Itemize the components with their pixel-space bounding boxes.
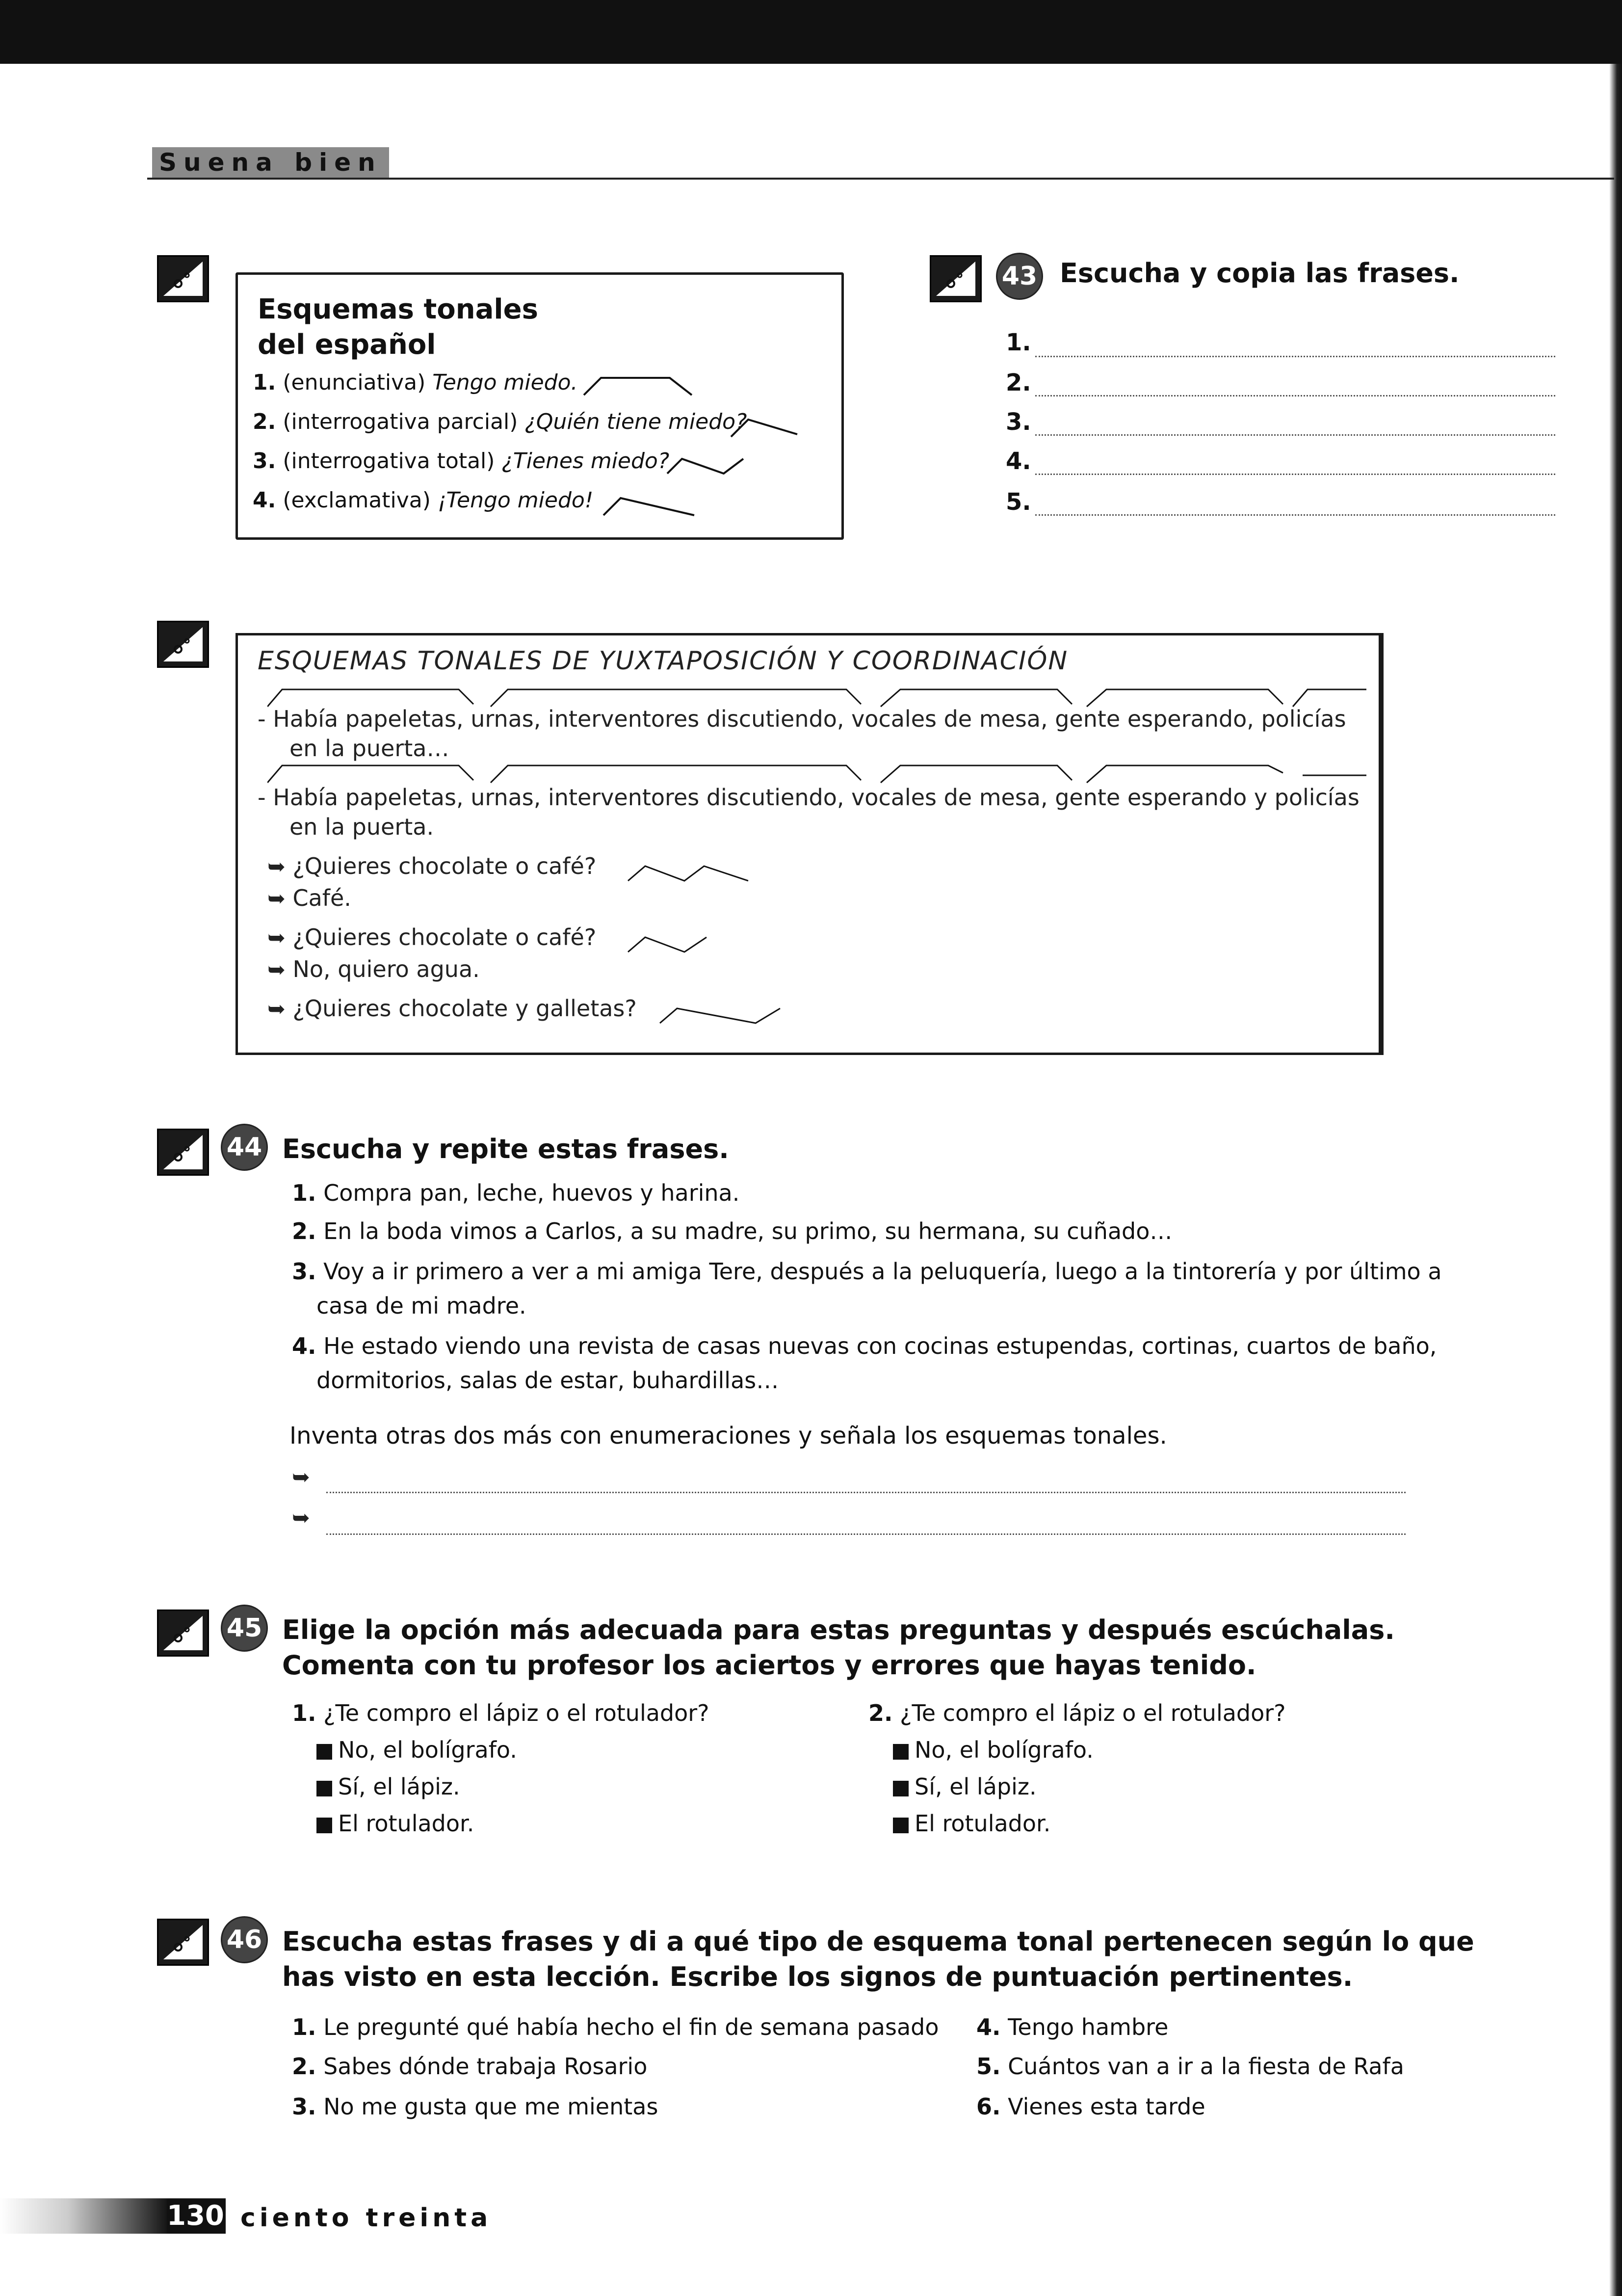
- answer-line-number: 4.: [1006, 448, 1031, 475]
- dialog-line: [267, 851, 596, 882]
- page-number-words: ciento treinta: [240, 2203, 492, 2233]
- option-row[interactable]: [893, 1771, 1037, 1802]
- answer-line-number: 3.: [1006, 408, 1031, 436]
- cd-audio-icon[interactable]: [157, 1610, 209, 1657]
- speaker-arrow-icon: ➥: [267, 957, 286, 982]
- cd-audio-icon[interactable]: [157, 255, 209, 302]
- item-number: 4.: [292, 1333, 316, 1359]
- answer-line-number: 1.: [1006, 329, 1031, 356]
- item-number: 1.: [292, 1180, 316, 1206]
- list-item: [976, 2012, 1168, 2042]
- item-text: Sabes dónde trabaja Rosario: [323, 2053, 648, 2080]
- question-number: 2.: [868, 1700, 893, 1726]
- example-sentence-cont: en la puerta.: [289, 814, 434, 840]
- item-number: 1.: [292, 2014, 316, 2040]
- tone-contour: [626, 932, 714, 957]
- exercise-title-line1: Elige la opción más adecuada para estas preguntas y después escúchalas.: [282, 1614, 1395, 1645]
- list-item: [976, 2051, 1404, 2082]
- page-edge-shadow: [1609, 64, 1622, 2296]
- question: [868, 1698, 1286, 1728]
- item-number: 5.: [976, 2053, 1001, 2080]
- exercise-title-line2: Comenta con tu profesor los aciertos y errores que hayas tenido.: [282, 1650, 1256, 1681]
- answer-line[interactable]: [326, 1492, 1406, 1493]
- tonal-item: [253, 407, 747, 437]
- example-sentence-cont: en la puerta…: [289, 735, 449, 762]
- tone-contour-exclamative: [601, 493, 699, 518]
- tone-contour: [626, 861, 753, 886]
- option-label: Sí, el lápiz.: [915, 1773, 1037, 1800]
- list-item: [292, 1216, 1172, 1246]
- list-item-cont: casa de mi madre.: [316, 1293, 526, 1319]
- item-number: 3.: [253, 449, 276, 474]
- exercise-title-line1: Escucha estas frases y di a qué tipo de esquema tonal pertenecen según lo que: [282, 1926, 1474, 1957]
- page-number: 130: [167, 2200, 224, 2232]
- item-number: 4.: [253, 488, 276, 513]
- tone-contour-falling: [581, 373, 699, 397]
- option-row[interactable]: [893, 1808, 1050, 1839]
- box-title-line1: Esquemas tonales: [258, 293, 538, 325]
- tonal-item: [253, 486, 593, 515]
- option-row[interactable]: [316, 1808, 474, 1839]
- tone-contours-row: [267, 761, 1366, 785]
- speaker-arrow-icon: ➥: [292, 1505, 310, 1531]
- item-number: 4.: [976, 2014, 1001, 2040]
- exercise-number-badge: 43: [996, 253, 1043, 300]
- item-example: ¿Tienes miedo?: [501, 449, 670, 474]
- checkbox[interactable]: [893, 1744, 909, 1760]
- speaker-arrow-icon: ➥: [267, 886, 286, 911]
- tone-contour-rising: [665, 454, 748, 478]
- tone-contour-partial: [729, 415, 802, 439]
- example-sentence: - Había papeletas, urnas, interventores discutiendo, vocales de mesa, gente esperando y policías: [258, 784, 1360, 811]
- tone-contour: [657, 1003, 785, 1028]
- option-row[interactable]: [893, 1735, 1094, 1765]
- dialog-text: No, quiero agua.: [292, 956, 480, 982]
- checkbox[interactable]: [316, 1818, 332, 1833]
- example-sentence: - Había papeletas, urnas, interventores discutiendo, vocales de mesa, gente esperando, policías: [258, 706, 1346, 732]
- option-row[interactable]: [316, 1735, 517, 1765]
- item-number: 2.: [292, 1218, 316, 1244]
- box-title-line2: del español: [258, 329, 436, 361]
- answer-line-number: 5.: [1006, 488, 1031, 516]
- instruction-text: Inventa otras dos más con enumeraciones y señala los esquemas tonales.: [289, 1422, 1167, 1450]
- dialog-line: [267, 923, 596, 953]
- question-text: ¿Te compro el lápiz o el rotulador?: [900, 1700, 1286, 1726]
- item-number: 3.: [292, 1258, 316, 1285]
- dialog-line: [267, 994, 637, 1024]
- item-number: 1.: [253, 370, 276, 395]
- item-text: Vienes esta tarde: [1008, 2093, 1205, 2120]
- item-text: En la boda vimos a Carlos, a su madre, su primo, su hermana, su cuñado…: [323, 1218, 1173, 1244]
- answer-line[interactable]: [1035, 514, 1555, 516]
- item-text: Voy a ir primero a ver a mi amiga Tere, después a la peluquería, luego a la tintorería y por último a: [323, 1258, 1442, 1285]
- list-item-cont: dormitorios, salas de estar, buhardillas…: [316, 1367, 779, 1394]
- exercise-title: Escucha y repite estas frases.: [282, 1134, 729, 1164]
- tonal-item: [253, 368, 578, 397]
- option-label: El rotulador.: [915, 1810, 1051, 1837]
- speaker-arrow-icon: ➥: [267, 925, 286, 950]
- item-text: Le pregunté qué había hecho el fin de semana pasado: [323, 2014, 939, 2040]
- cd-audio-icon[interactable]: [930, 255, 982, 302]
- item-kind: (enunciativa): [283, 370, 426, 395]
- speaker-arrow-icon: ➥: [267, 997, 286, 1022]
- item-text: No me gusta que me mientas: [323, 2093, 658, 2120]
- speaker-arrow-icon: ➥: [267, 854, 286, 879]
- list-item: [292, 1256, 1442, 1287]
- dialog-text: ¿Quieres chocolate o café?: [292, 924, 597, 950]
- dialog-text: Café.: [292, 885, 351, 911]
- exercise-number-badge: 44: [221, 1124, 268, 1171]
- item-example: ¿Quién tiene miedo?: [524, 409, 747, 434]
- tonal-item: [253, 447, 669, 476]
- question: [292, 1698, 709, 1728]
- answer-line[interactable]: [1035, 356, 1555, 357]
- checkbox[interactable]: [316, 1744, 332, 1760]
- list-item: [292, 1178, 739, 1208]
- answer-line[interactable]: [1035, 474, 1555, 475]
- tonal-schemes-box: [235, 272, 844, 540]
- item-kind: (exclamativa): [283, 488, 431, 513]
- list-item: [292, 2091, 658, 2122]
- checkbox[interactable]: [893, 1781, 909, 1796]
- option-label: El rotulador.: [338, 1810, 474, 1837]
- list-item: [292, 1331, 1437, 1361]
- item-text: Compra pan, leche, huevos y harina.: [323, 1180, 740, 1206]
- item-text: He estado viendo una revista de casas nuevas con cocinas estupendas, cortinas, cuartos de baño,: [323, 1333, 1437, 1359]
- box-title: ESQUEMAS TONALES DE YUXTAPOSICIÓN Y COORDINACIÓN: [258, 646, 1069, 676]
- option-row[interactable]: [316, 1771, 460, 1802]
- item-kind: (interrogativa parcial): [283, 409, 518, 434]
- coordination-schemes-box: [235, 633, 1384, 1055]
- cd-audio-icon[interactable]: [157, 1129, 209, 1176]
- cd-audio-icon[interactable]: [157, 1919, 209, 1966]
- answer-line[interactable]: [326, 1533, 1406, 1535]
- item-text: Cuántos van a ir a la fiesta de Rafa: [1008, 2053, 1404, 2080]
- dialog-line: [267, 883, 351, 914]
- item-number: 2.: [253, 409, 276, 434]
- section-header-label: Suena bien: [152, 147, 389, 178]
- answer-line[interactable]: [1035, 434, 1555, 436]
- top-black-bar: [0, 0, 1622, 64]
- option-label: No, el bolígrafo.: [338, 1737, 517, 1763]
- header-rule: [147, 178, 1614, 180]
- question-text: ¿Te compro el lápiz o el rotulador?: [323, 1700, 709, 1726]
- exercise-title-line2: has visto en esta lección. Escribe los signos de puntuación pertinentes.: [282, 1961, 1353, 1992]
- exercise-title: Escucha y copia las frases.: [1060, 258, 1460, 289]
- list-item: [292, 2012, 939, 2042]
- item-kind: (interrogativa total): [283, 449, 495, 474]
- dialog-text: ¿Quieres chocolate y galletas?: [292, 995, 637, 1022]
- option-label: Sí, el lápiz.: [338, 1773, 460, 1800]
- option-label: No, el bolígrafo.: [915, 1737, 1094, 1763]
- list-item: [976, 2091, 1205, 2122]
- item-number: 2.: [292, 2053, 316, 2080]
- item-example: ¡Tengo miedo!: [437, 488, 594, 513]
- cd-audio-icon[interactable]: [157, 621, 209, 668]
- exercise-number-badge: 45: [221, 1605, 268, 1652]
- item-text: Tengo hambre: [1008, 2014, 1169, 2040]
- answer-line-number: 2.: [1006, 369, 1031, 396]
- list-item: [292, 2051, 647, 2082]
- exercise-number-badge: 46: [221, 1916, 268, 1963]
- item-example: Tengo miedo.: [432, 370, 578, 395]
- speaker-arrow-icon: ➥: [292, 1465, 310, 1490]
- checkbox[interactable]: [893, 1818, 909, 1833]
- item-number: 3.: [292, 2093, 316, 2120]
- dialog-text: ¿Quieres chocolate o café?: [292, 853, 597, 879]
- dialog-line: [267, 954, 480, 985]
- question-number: 1.: [292, 1700, 316, 1726]
- item-number: 6.: [976, 2093, 1001, 2120]
- checkbox[interactable]: [316, 1781, 332, 1796]
- answer-line[interactable]: [1035, 395, 1555, 396]
